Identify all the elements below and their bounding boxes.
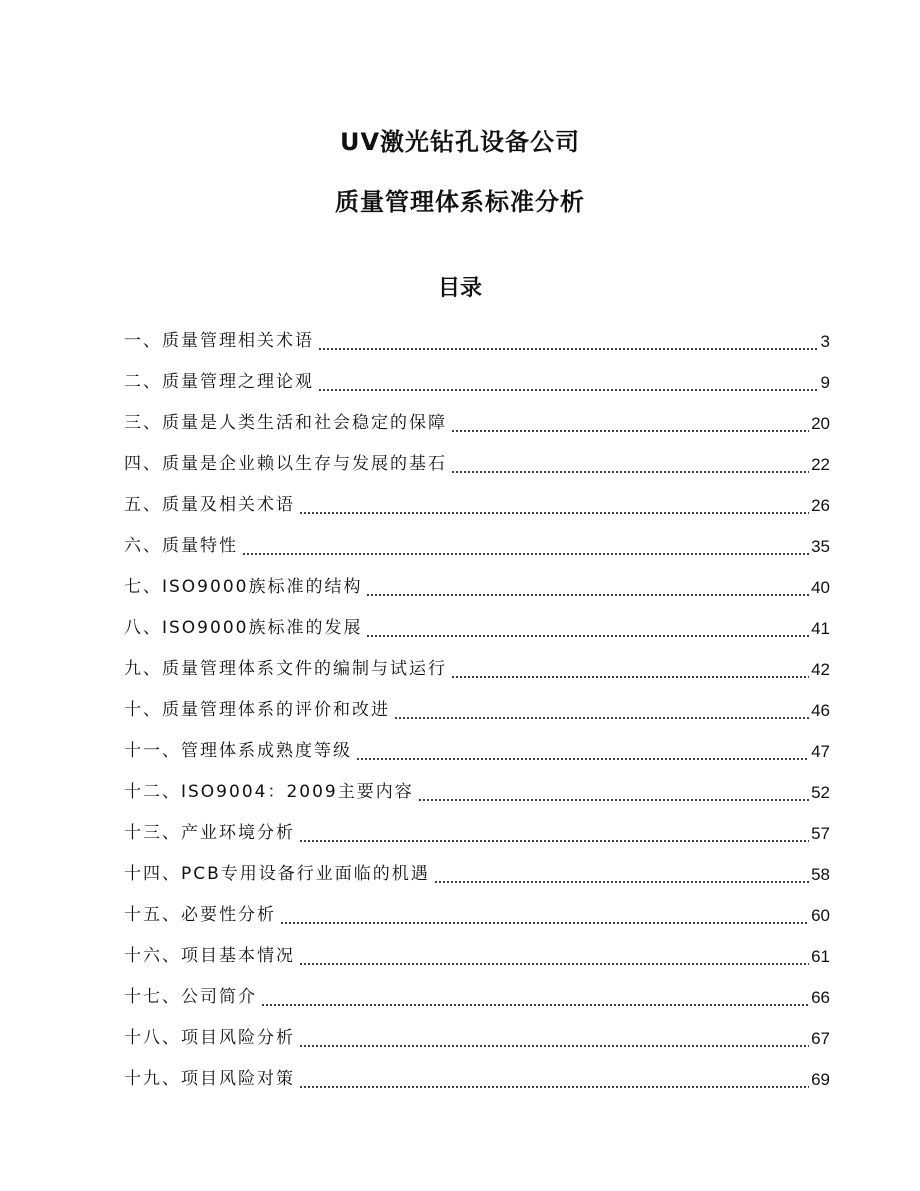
toc-entry[interactable] <box>124 567 830 608</box>
toc-entry-title: 质量管理之理论观 <box>162 372 314 392</box>
toc-entry-page: 52 <box>811 783 830 802</box>
toc-entry-number: 十三、 <box>124 823 181 843</box>
document-subtitle: 质量管理体系标准分析 <box>335 188 585 216</box>
toc-entry-number: 十四、 <box>124 864 181 884</box>
toc-entry-page: 3 <box>820 332 830 351</box>
toc-dot-leader <box>318 389 819 391</box>
toc-entry-page: 42 <box>811 660 830 679</box>
toc-entry-title: 项目风险对策 <box>181 1069 295 1089</box>
toc-entry-title: 质量特性 <box>162 536 238 556</box>
toc-entry[interactable] <box>124 690 830 731</box>
toc-entry-page: 57 <box>811 824 830 843</box>
toc-entry-page: 20 <box>811 414 830 433</box>
toc-entry-page: 46 <box>811 701 830 720</box>
toc-entry[interactable] <box>124 936 830 977</box>
document-title: UV激光钻孔设备公司 <box>339 128 581 156</box>
toc-dot-leader <box>261 1004 809 1006</box>
table-of-contents <box>124 321 830 1100</box>
toc-entry-number: 五、 <box>124 495 162 515</box>
toc-entry[interactable] <box>124 608 830 649</box>
toc-entry-title: 必要性分析 <box>181 905 276 925</box>
toc-entry-title: 质量是人类生活和社会稳定的保障 <box>162 413 447 433</box>
toc-entry-title: 质量管理体系的评价和改进 <box>162 700 390 720</box>
toc-entry[interactable] <box>124 1018 830 1059</box>
toc-entry-page: 22 <box>811 455 830 474</box>
toc-entry[interactable] <box>124 977 830 1018</box>
toc-dot-leader <box>451 430 809 432</box>
toc-entry-page: 60 <box>811 906 830 925</box>
toc-entry-page: 26 <box>811 496 830 515</box>
toc-entry-number: 一、 <box>124 331 162 351</box>
toc-entry-title: 管理体系成熟度等级 <box>181 741 352 761</box>
toc-entry[interactable] <box>124 895 830 936</box>
toc-entry-number: 十九、 <box>124 1069 181 1089</box>
toc-entry-number: 十八、 <box>124 1028 181 1048</box>
toc-dot-leader <box>451 676 809 678</box>
toc-entry-title: 质量及相关术语 <box>162 495 295 515</box>
toc-entry-page: 58 <box>811 865 830 884</box>
toc-entry-title: 质量管理体系文件的编制与试运行 <box>162 659 447 679</box>
toc-entry-page: 61 <box>811 947 830 966</box>
toc-entry[interactable] <box>124 362 830 403</box>
toc-dot-leader <box>299 1086 809 1088</box>
toc-entry-title: 项目基本情况 <box>181 946 295 966</box>
toc-entry-number: 十五、 <box>124 905 181 925</box>
toc-heading: 目录 <box>437 276 482 301</box>
toc-dot-leader <box>434 881 809 883</box>
toc-entry-title: ISO9004：2009主要内容 <box>181 782 414 802</box>
toc-dot-leader <box>299 512 809 514</box>
toc-entry-page: 9 <box>820 373 830 392</box>
toc-entry-title: PCB专用设备行业面临的机遇 <box>181 864 430 884</box>
toc-entry-number: 八、 <box>124 618 162 638</box>
toc-dot-leader <box>318 348 819 350</box>
toc-dot-leader <box>366 635 809 637</box>
toc-entry[interactable] <box>124 444 830 485</box>
toc-dot-leader <box>242 553 809 555</box>
toc-entry-number: 二、 <box>124 372 162 392</box>
toc-entry-number: 十二、 <box>124 782 181 802</box>
toc-entry-title: 质量管理相关术语 <box>162 331 314 351</box>
toc-entry[interactable] <box>124 321 830 362</box>
toc-dot-leader <box>356 758 809 760</box>
toc-entry-page: 47 <box>811 742 830 761</box>
toc-entry-title: 质量是企业赖以生存与发展的基石 <box>162 454 447 474</box>
toc-entry[interactable] <box>124 731 830 772</box>
toc-entry-title: 项目风险分析 <box>181 1028 295 1048</box>
toc-entry-title: 产业环境分析 <box>181 823 295 843</box>
toc-entry-page: 35 <box>811 537 830 556</box>
toc-dot-leader <box>299 963 809 965</box>
toc-dot-leader <box>280 922 809 924</box>
toc-entry[interactable] <box>124 1059 830 1100</box>
toc-dot-leader <box>418 799 809 801</box>
toc-entry-number: 六、 <box>124 536 162 556</box>
toc-dot-leader <box>394 717 809 719</box>
toc-dot-leader <box>451 471 809 473</box>
toc-entry-title: ISO9000族标准的结构 <box>162 577 363 597</box>
toc-entry-number: 四、 <box>124 454 162 474</box>
toc-entry-number: 十六、 <box>124 946 181 966</box>
toc-entry-number: 三、 <box>124 413 162 433</box>
toc-dot-leader <box>299 840 809 842</box>
toc-entry-page: 40 <box>811 578 830 597</box>
toc-entry-title: 公司简介 <box>181 987 257 1007</box>
toc-entry-page: 66 <box>811 988 830 1007</box>
toc-entry-number: 十、 <box>124 700 162 720</box>
toc-entry-page: 41 <box>811 619 830 638</box>
toc-entry-number: 十七、 <box>124 987 181 1007</box>
toc-entry[interactable] <box>124 403 830 444</box>
toc-entry-page: 67 <box>811 1029 830 1048</box>
toc-entry-number: 九、 <box>124 659 162 679</box>
toc-dot-leader <box>366 594 809 596</box>
toc-entry-number: 十一、 <box>124 741 181 761</box>
toc-entry-page: 69 <box>811 1070 830 1089</box>
toc-entry[interactable] <box>124 772 830 813</box>
toc-entry[interactable] <box>124 526 830 567</box>
toc-entry-title: ISO9000族标准的发展 <box>162 618 363 638</box>
toc-dot-leader <box>299 1045 809 1047</box>
toc-entry[interactable] <box>124 649 830 690</box>
toc-entry[interactable] <box>124 854 830 895</box>
toc-entry-number: 七、 <box>124 577 162 597</box>
toc-entry[interactable] <box>124 813 830 854</box>
toc-entry[interactable] <box>124 485 830 526</box>
